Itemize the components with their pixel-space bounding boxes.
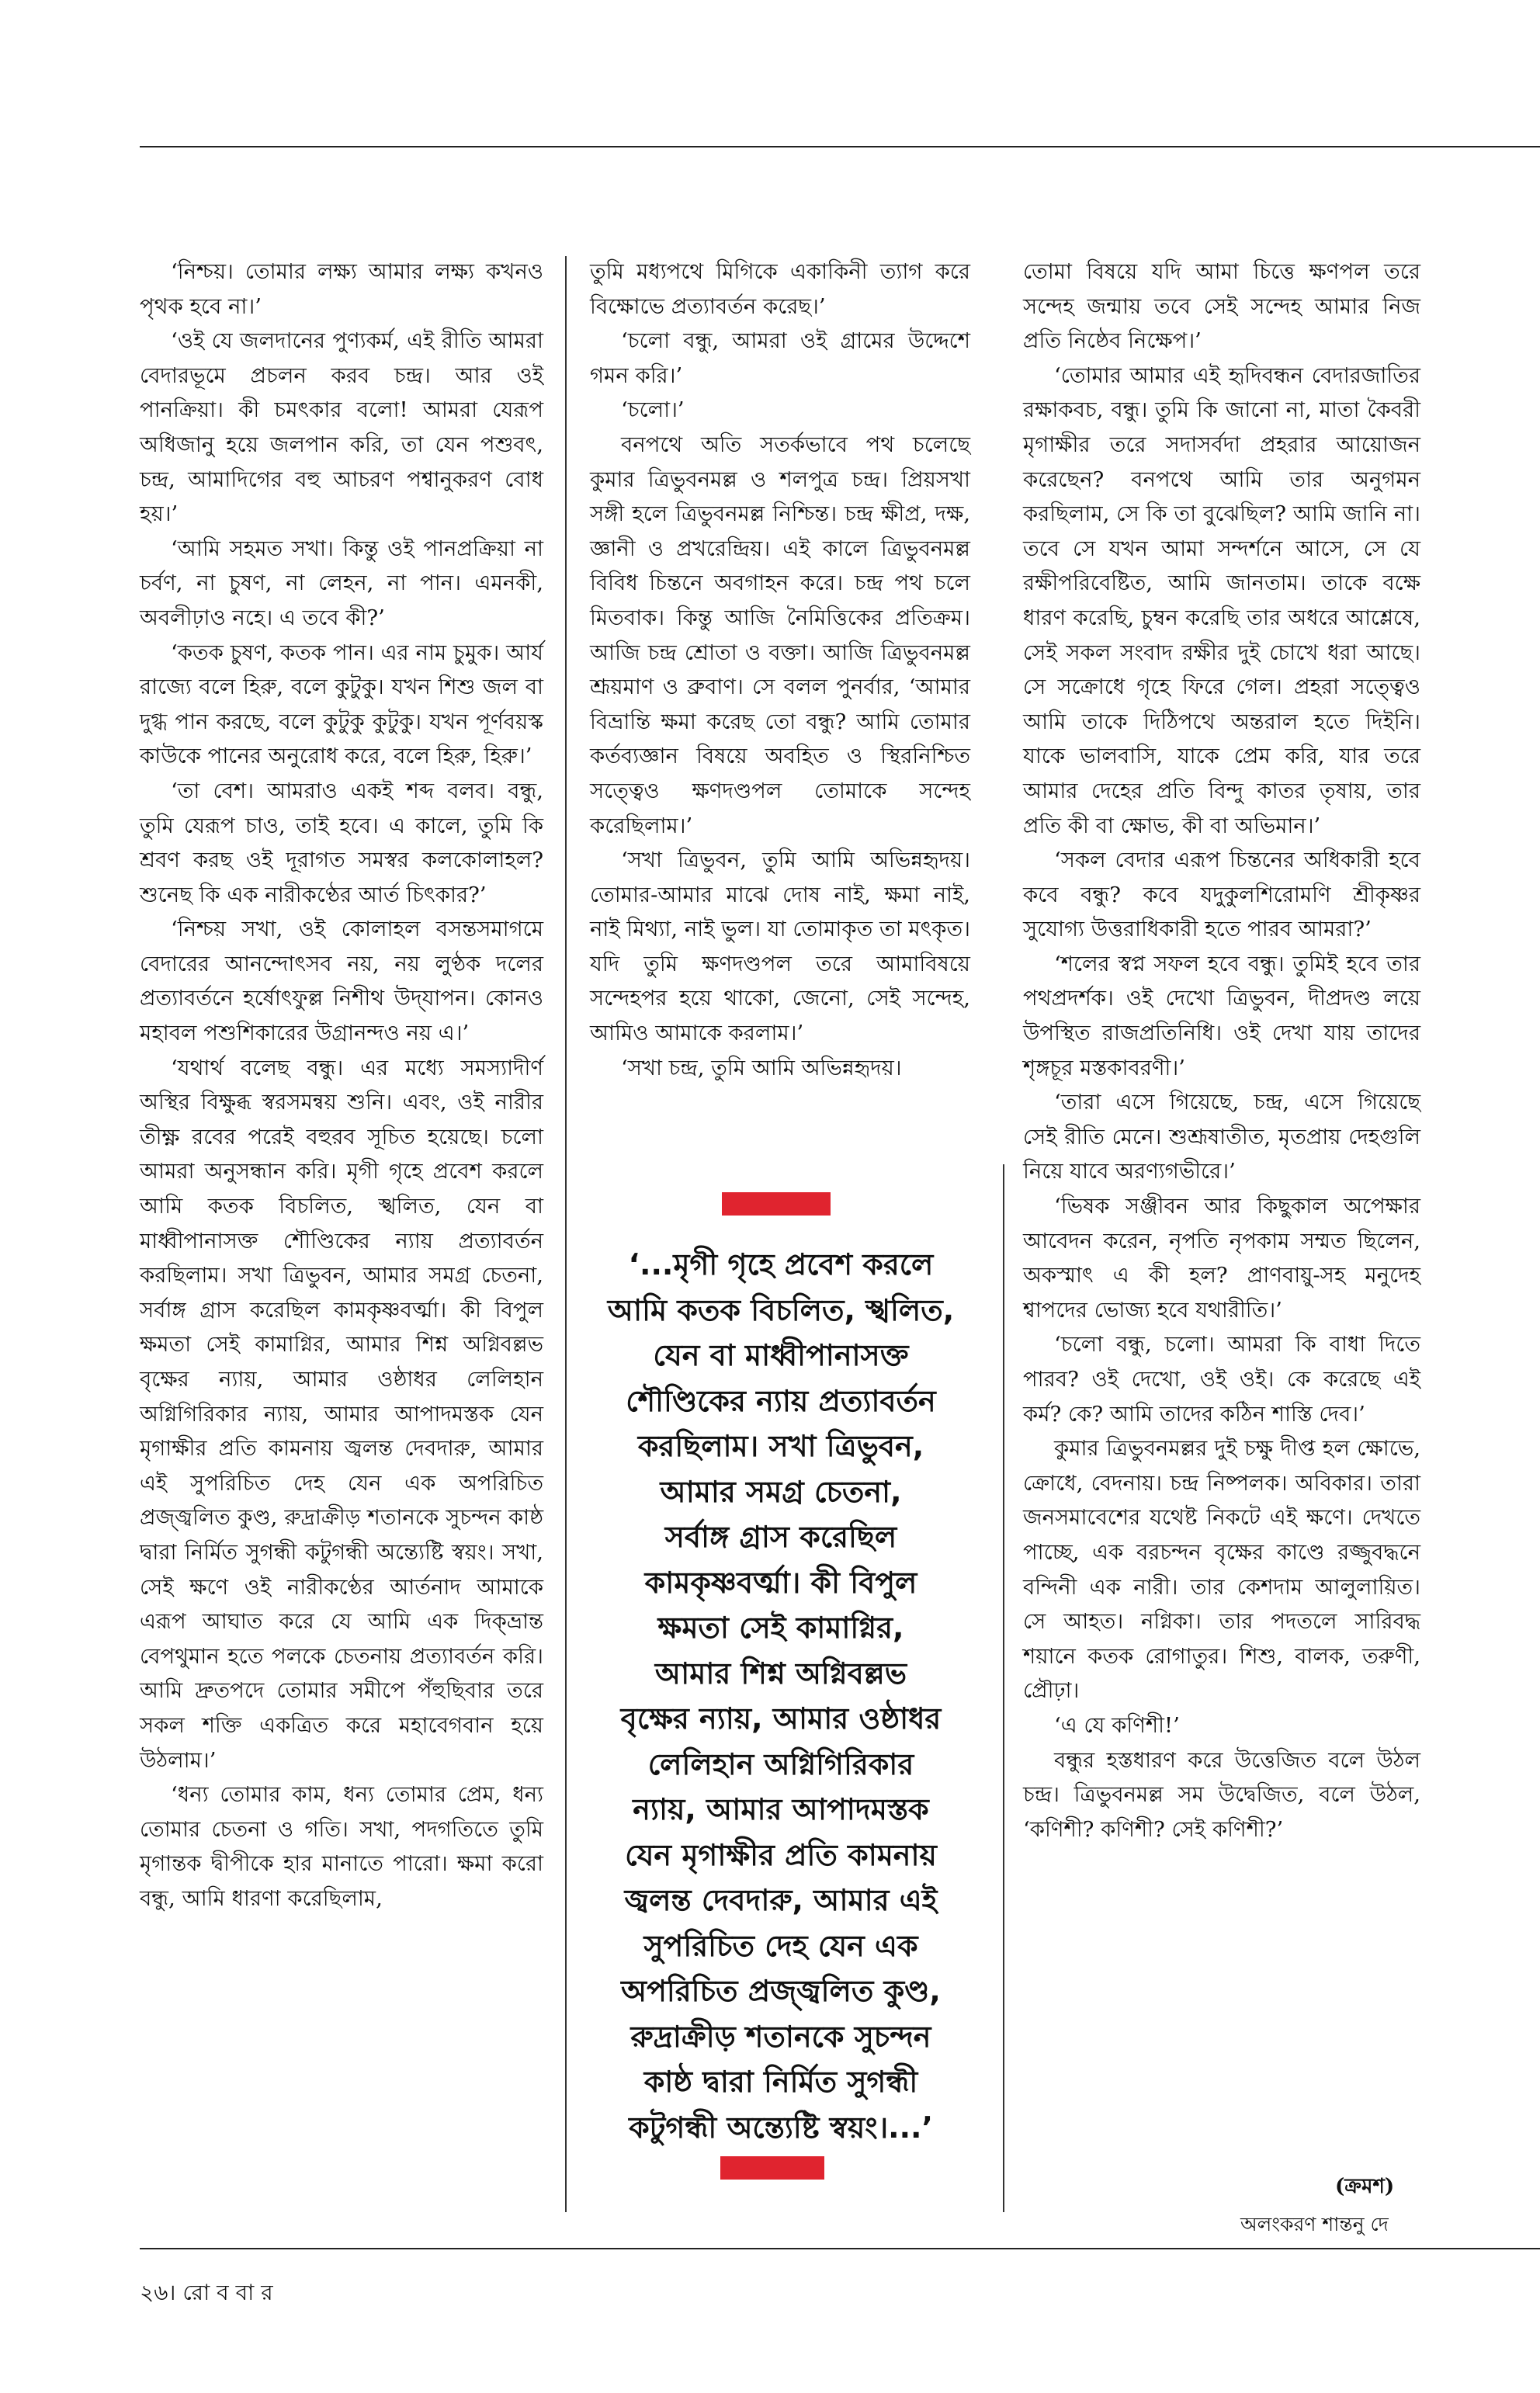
pull-quote-line: করছিলাম। সখা ত্রিভুবন, [637,1429,924,1463]
pull-quote-line: ‘...মৃগী গৃহে প্রবেশ করলে [628,1247,934,1281]
pull-quote-line: বৃক্ষের ন্যায়, আমার ওষ্ঠাধর [620,1701,942,1736]
pull-quote [581,1242,981,2150]
paragraph: বন্ধুর হস্তধারণ করে উত্তেজিত বলে উঠল চন্দ্র। ত্রিভুবনমল্ল সম উদ্বেজিত, বলে উঠল, ‘কণিশী? কণিশী? সেই কণিশী?’ [1023,1747,1420,1842]
pull-quote-bottom-bar [720,2156,824,2180]
paragraph: ‘এ যে কণিশী!’ [1054,1712,1180,1738]
pull-quote-line: ক্ষমতা সেই কামাগ্নির, [657,1611,904,1645]
pull-quote-line: যেন মৃগাক্ষীর প্রতি কামনায় [625,1837,937,1872]
pull-quote-line: সুপরিচিত দেহ যেন এক [643,1928,918,1963]
paragraph: কুমার ত্রিভুবনমল্লর দুই চক্ষু দীপ্ত হল ক্ষোভে, ক্রোধে, বেদনায়। চন্দ্র নিষ্পলক। অবিকার। তারা জনসমাবেশের যথেষ্ট নিকটে এই ক্ষণে। দেখতে পাচ্ছে, এক বরচন্দন বৃক্ষের কাণ্ডে রজ্জুবদ্ধনে বন্দিনী এক নারী। তার কেশদাম আলুলায়িত। সে আহত। নগ্নিকা। তার পদতলে সারিবদ্ধ শয়ানে কতক রোগাতুর। শিশু, বালক, তরুণী, প্রৌঢ়া। [1023,1436,1420,1704]
text-column-2 [590,255,970,1085]
paragraph: তুমি মধ্যপথে মিগিকে একাকিনী ত্যাগ করে বিক্ষোভে প্রত্যাবর্তন করেছ।’ [590,259,970,319]
paragraph: ‘চলো বন্ধু, আমরা ওই গ্রামের উদ্দেশে গমন করি।’ [590,328,970,388]
pull-quote-line: জ্বলন্ত দেবদারু, আমার এই [624,1883,938,1917]
text-column-3 [1023,255,1420,1847]
pull-quote-line: যেন বা মাধ্বীপানাসক্ত [653,1338,909,1372]
column-divider [1003,1164,1004,2212]
pull-quote-line: সর্বাঙ্গ গ্রাস করেছিল [664,1520,897,1554]
pull-quote-line: রুদ্রাক্রীড় শতানকে সুচন্দন [630,2019,931,2054]
paragraph: ‘আমি সহমত সখা। কিন্তু ওই পানপ্রক্রিয়া না চর্বণ, না চুষণ, না লেহন, না পান। এমনকী, অবলীঢ়াও নহে। এ তবে কী?’ [140,536,543,630]
bottom-rule [140,2248,1540,2249]
pull-quote-line: অপরিচিত প্রজ্জ্বলিত কুণ্ড, [621,1974,941,2008]
to-be-continued: (ক্রমশ) [1335,2175,1395,2198]
paragraph: ‘তোমার আমার এই হৃদিবন্ধন বেদারজাতির রক্ষাকবচ, বন্ধু। তুমি কি জানো না, মাতা কৈবরী মৃগাক্ষীর তরে সদাসর্বদা প্রহরার আয়োজন করেছেন? বনপথে আমি তার অনুগমন করছিলাম, সে কি তা বুঝেছিল? আমি জানি না। তবে সে যখন আমা সন্দর্শনে আসে, সে যে রক্ষীপরিবেষ্টিত, আমি জানতাম। তাকে বক্ষে ধারণ করেছি, চুম্বন করেছি তার অধরে আশ্লেষে, সেই সকল সংবাদ রক্ষীর দুই চোখে ধরা আছে। সে সক্রোধে গৃহে ফিরে গেল। প্রহরা সত্ত্বেও আমি তাকে দিঠিপথে অন্তরাল হতে দিইনি। যাকে ভালবাসি, যাকে প্রেম করি, যার তরে আমার দেহের প্রতি বিন্দু কাতর তৃষায়, তার প্রতি কী বা ক্ষোভ, কী বা অভিমান।’ [1023,362,1420,838]
paragraph: ‘ধন্য তোমার কাম, ধন্য তোমার প্রেম, ধন্য তোমার চেতনা ও গতি। সখা, পদগতিতে তুমি মৃগান্তক দ্বীপীকে হার মানাতে পারো। ক্ষমা করো বন্ধু, আমি ধারণা করেছিলাম, [140,1782,543,1911]
pull-quote-line: শৌণ্ডিকের ন্যায় প্রত্যাবর্তন [626,1383,936,1418]
paragraph: ‘নিশ্চয়। তোমার লক্ষ্য আমার লক্ষ্য কখনও পৃথক হবে না।’ [140,259,543,319]
paragraph: ‘সখা চন্দ্র, তুমি আমি অভিন্নহৃদয়। [621,1055,902,1080]
paragraph: বনপথে অতি সতর্কভাবে পথ চলেছে কুমার ত্রিভুবনমল্ল ও শলপুত্র চন্দ্র। প্রিয়সখা সঙ্গী হলে ত্রিভুবনমল্ল নিশ্চিন্ত। চন্দ্র ক্ষীপ্র, দক্ষ, জ্ঞানী ও প্রখরেন্দ্রিয়। এই কালে ত্রিভুবনমল্ল বিবিধ চিন্তনে অবগাহন করে। চন্দ্র পথ চলে মিতবাক। কিন্তু আজি নৈমিত্তিকের প্রতিক্রম। আজি চন্দ্র শ্রোতা ও বক্তা। আজি ত্রিভুবনমল্ল শ্রূয়মাণ ও ব্রুবাণ। সে বলল পুনর্বার, ‘আমার বিভ্রান্তি ক্ষমা করেছ তো বন্ধু? আমি তোমার কর্তব্যজ্ঞান বিষয়ে অবহিত ও স্থিরনিশ্চিত সত্ত্বেও ক্ষণদণ্ডপল তোমাকে সন্দেহ করেছিলাম।’ [590,432,970,838]
paragraph: ‘কতক চুষণ, কতক পান। এর নাম চুমুক। আর্য রাজ্যে বলে হিরু, বলে কুটুকু। যখন শিশু জল বা দুগ্ধ পান করছে, বলে কুটুকু কুটুকু। যখন পূর্ণবয়স্ক কাউকে পানের অনুরোধ করে, বলে হিরু, হিরু।’ [140,640,543,769]
paragraph: ‘ওই যে জলদানের পুণ্যকর্ম, এই রীতি আমরা বেদারভূমে প্রচলন করব চন্দ্র। আর ওই পানক্রিয়া। কী চমৎকার বলো! আমরা যেরূপ অধিজানু হয়ে জলপান করি, তা যেন পশুবৎ, চন্দ্র, আমাদিগের বহু আচরণ পশ্বানুকরণ বোধ হয়।’ [140,328,543,527]
paragraph: তোমা বিষয়ে যদি আমা চিত্তে ক্ষণপল তরে সন্দেহ জন্মায় তবে সেই সন্দেহ আমার নিজ প্রতি নিষ্ঠেব নিক্ষেপ।’ [1023,259,1420,354]
pull-quote-line: ন্যায়, আমার আপাদমস্তক [633,1792,929,1826]
top-rule [140,146,1540,147]
illustration-credit: অলংকরণ শান্তনু দে [1240,2213,1389,2235]
paragraph: ‘চলো।’ [621,397,685,423]
paragraph: ‘ভিষক সঞ্জীবন আর কিছুকাল অপেক্ষার আবেদন করেন, নৃপতি নৃপকাম সম্মত ছিলেন, অকস্মাৎ এ কী হল? প্রাণবায়ু-সহ মনুদেহ শ্বাপদের ভোজ্য হবে যথারীতি।’ [1023,1194,1420,1323]
pull-quote-line: আমার শিশ্ন অগ্নিবল্লভ [654,1656,907,1691]
column-divider [565,256,567,2212]
page-folio: ২৬। রো ব বা র [140,2280,273,2305]
pull-quote-line: কামকৃষ্ণবর্ত্মা। কী বিপুল [644,1565,917,1600]
pull-quote-line: লেলিহান অগ্নিগিরিকার [647,1746,914,1781]
text-column-1 [140,255,543,1916]
paragraph: ‘সকল বেদার এরূপ চিন্তনের অধিকারী হবে কবে বন্ধু? কবে যদুকুলশিরোমণি শ্রীকৃষ্ণর সুযোগ্য উত্তরাধিকারী হতে পারব আমরা?’ [1023,848,1420,942]
pull-quote-line: আমার সমগ্র চেতনা, [660,1474,902,1509]
paragraph: ‘তা বেশ। আমরাও একই শব্দ বলব। বন্ধু, তুমি যেরূপ চাও, তাই হবে। এ কালে, তুমি কি শ্রবণ করছ ওই দূরাগত সমস্বর কলকোলাহল? শুনেছ কি এক নারীকণ্ঠের আর্ত চিৎকার?’ [140,778,543,907]
paragraph: ‘যথার্থ বলেছ বন্ধু। এর মধ্যে সমস্যাদীর্ণ অস্থির বিক্ষুব্ধ স্বরসমন্বয় শুনি। এবং, ওই নারীর তীক্ষ্ণ রবের পরেই বহুরব সূচিত হয়েছে। চলো আমরা অনুসন্ধান করি। মৃগী গৃহে প্রবেশ করলে আমি কতক বিচলিত, স্খলিত, যেন বা মাধ্বীপানাসক্ত শৌণ্ডিকের ন্যায় প্রত্যাবর্তন করছিলাম। সখা ত্রিভুবন, আমার সমগ্র চেতনা, সর্বাঙ্গ গ্রাস করেছিল কামকৃষ্ণবর্ত্মা। কী বিপুল ক্ষমতা সেই কামাগ্নির, আমার শিশ্ন অগ্নিবল্লভ বৃক্ষের ন্যায়, আমার ওষ্ঠাধর লেলিহান অগ্নিগিরিকার ন্যায়, আমার আপাদমস্তক যেন মৃগাক্ষীর প্রতি কামনায় জ্বলন্ত দেবদারু, আমার এই সুপরিচিত দেহ যেন এক অপরিচিত প্রজ্জ্বলিত কুণ্ড, রুদ্রাক্রীড় শতানকে সুচন্দন কাষ্ঠ দ্বারা নির্মিত সুগন্ধী কটুগন্ধী অন্ত্যেষ্টি স্বয়ং। সখা, সেই ক্ষণে ওই নারীকণ্ঠের আর্তনাদ আমাকে এরূপ আঘাত করে যে আমি এক দিক্‌ভ্রান্ত বেপথুমান হতে পলকে চেতনায় প্রত্যাবর্তন করি। আমি দ্রুতপদে তোমার সমীপে পঁহুছিবার তরে সকল শক্তি একত্রিত করে মহাবেগবান হয়ে উঠলাম।’ [140,1055,543,1773]
paragraph: ‘নিশ্চয় সখা, ওই কোলাহল বসন্তসমাগমে বেদারের আনন্দোৎসব নয়, নয় লুণ্ঠক দলের প্রত্যাবর্তনে হর্ষোৎফুল্ল নিশীথ উদ্‌যাপন। কোনও মহাবল পশুশিকারের উগ্রানন্দও নয় এ।’ [140,917,543,1046]
paragraph: ‘সখা ত্রিভুবন, তুমি আমি অভিন্নহৃদয়। তোমার-আমার মাঝে দোষ নাই, ক্ষমা নাই, নাই মিথ্যা, নাই ভুল। যা তোমাকৃত তা মৎকৃত। যদি তুমি ক্ষণদণ্ডপল তরে আমাবিষয়ে সন্দেহপর হয়ে থাকো, জেনো, সেই সন্দেহ, আমিও আমাকে করলাম।’ [590,848,971,1046]
paragraph: ‘চলো বন্ধু, চলো। আমরা কি বাধা দিতে পারব? ওই দেখো, ওই ওই। কে করেছে এই কর্ম? কে? আমি তাদের কঠিন শাস্তি দেব।’ [1023,1332,1420,1427]
paragraph: ‘শলের স্বপ্ন সফল হবে বন্ধু। তুমিই হবে তার পথপ্রদর্শক। ওই দেখো ত্রিভুবন, দীপ্রদণ্ড লয়ে উপস্থিত রাজপ্রতিনিধি। ওই দেখা যায় তাদের শৃঙ্গচূর মস্তকাবরণী।’ [1023,951,1420,1080]
paragraph: ‘তারা এসে গিয়েছে, চন্দ্র, এসে গিয়েছে সেই রীতি মেনে। শুশ্রূষাতীত, মৃতপ্রায় দেহগুলি নিয়ে যাবে অরণ্যগভীরে।’ [1023,1090,1420,1184]
pull-quote-line: কাষ্ঠ দ্বারা নির্মিত সুগন্ধী [643,2065,918,2099]
pull-quote-line: আমি কতক বিচলিত, স্খলিত, [607,1292,955,1327]
pull-quote-top-bar [722,1192,831,1216]
pull-quote-line: কটুগন্ধী অন্ত্যেষ্টি স্বয়ং।...’ [629,2110,933,2145]
